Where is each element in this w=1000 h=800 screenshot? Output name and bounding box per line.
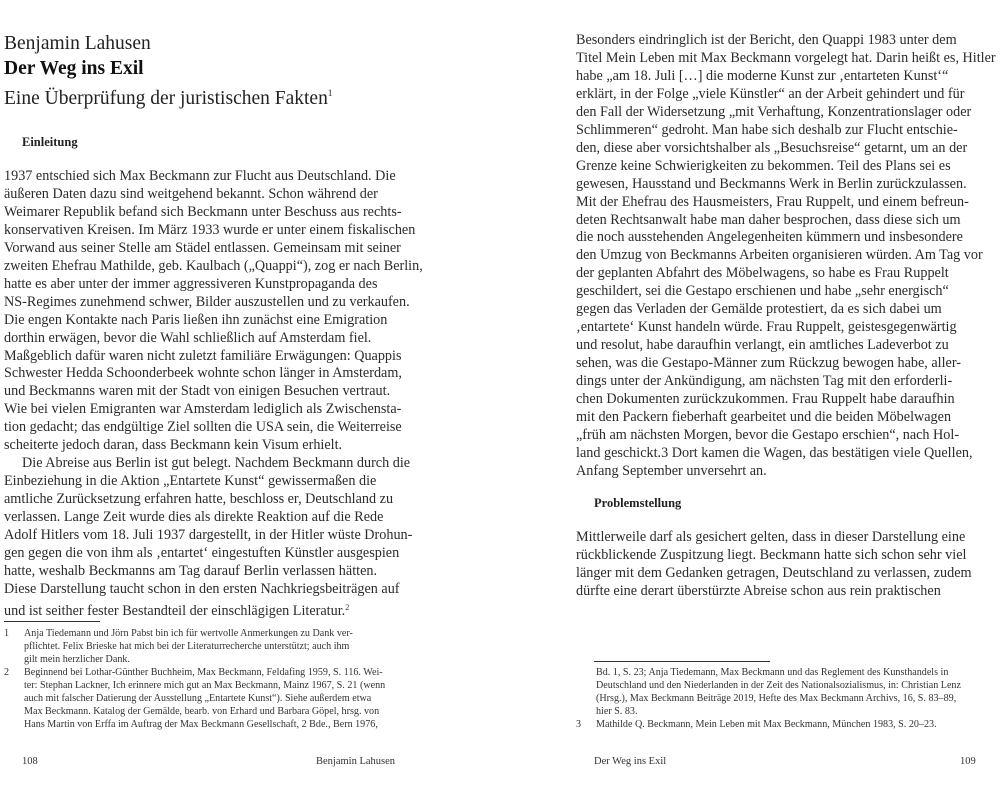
text-line	[576, 247, 998, 265]
text-line	[4, 312, 496, 330]
text-line-content: konservativen Kreisen. Im März 1933 wurde er unter einem fiskalischen	[4, 221, 416, 238]
text-line-content: verlassen. Lange Zeit wurde dies als direkte Reaktion auf die Rede	[4, 509, 384, 526]
text-line	[576, 319, 998, 337]
footnotes	[4, 627, 496, 731]
footnote	[4, 627, 496, 666]
text-line-content: Mit der Ehefrau des Hausmeisters, Frau Ruppelt, und einem befreun-	[576, 193, 969, 210]
text-line-content: Adolf Hitlers vom 18. Juli 1937 dargestellt, in der Hitler wüste Drohun-	[4, 527, 413, 544]
text-line-content: chen Dokumenten zurückzukommen. Frau Ruppelt habe daraufhin	[576, 391, 955, 408]
text-line	[576, 122, 998, 140]
text-line-content: Weimarer Republik befand sich Beckmann unter Beschuss aus rechts-	[4, 203, 402, 220]
text-line-content: geschildert, sei die Gestapo erschienen und habe „sehr energisch“	[576, 283, 949, 300]
section-heading-einleitung: Einleitung	[22, 135, 78, 149]
text-line	[4, 563, 496, 581]
text-line	[576, 373, 998, 391]
text-line	[576, 229, 998, 247]
text-line-content: gegen das Verladen der Gemälde protestiert, da es sich dabei um	[576, 301, 942, 318]
text-line	[576, 176, 998, 194]
footnote-number: 2	[4, 667, 10, 678]
text-line	[576, 32, 998, 50]
text-line	[576, 140, 998, 158]
text-line-content: erklärt, in der Folge „viele Künstler“ an der Arbeit gehindert und für	[576, 85, 965, 102]
body-text	[4, 168, 496, 621]
text-line-content: Die engen Kontakte nach Paris ließen ihn zunächst eine Emigration	[4, 311, 388, 328]
text-line	[4, 365, 496, 383]
text-line	[4, 240, 496, 258]
text-line-content: länger mit dem Gedanken getragen, Deutschland zu verlassen, zudem	[576, 564, 972, 581]
footnote	[4, 666, 496, 731]
page-number: 108	[22, 756, 38, 767]
text-line-content: den, diese aber vorsichtshalber als „Besuchsreise“ getarnt, um an der	[576, 139, 968, 156]
page-number: 109	[960, 756, 976, 767]
text-line-content: gen gegen die von ihm als ‚entartet‘ eingestuften Künstler ausgespien	[4, 545, 400, 562]
footnote-line: Beginnend bei Lothar-Günther Buchheim, Max Beckmann, Feldafing 1959, S. 116. Wei-	[24, 667, 383, 678]
text-line-content: den Umzug von Beckmanns Arbeiten organisieren würden. Am Tag vor	[576, 247, 983, 264]
text-line-content: habe „am 18. Juli […] die moderne Kunst zur ‚entarteten Kunst‘“	[576, 67, 949, 84]
text-line	[576, 463, 998, 481]
footnote-number: 3	[576, 719, 582, 730]
footnote-rule	[594, 661, 770, 662]
text-line	[4, 437, 496, 455]
subtitle-text: Eine Überprüfung der juristischen Fakten	[4, 88, 328, 109]
text-line-content: hatte, weshalb Beckmanns am Tag darauf Berlin verlassen hätten.	[4, 562, 378, 579]
text-line	[576, 427, 998, 445]
text-line-content: der geplanten Abfahrt des Möbelwagens, so habe es Frau Ruppelt	[576, 265, 949, 282]
text-line-content: Schlimmeren“ gedroht. Man habe sich deshalb zur Flucht entschie-	[576, 121, 958, 138]
text-line	[576, 583, 998, 601]
text-line	[4, 545, 496, 563]
body-text-2	[576, 529, 998, 601]
footnote-line: auch mit falscher Datierung der Ausstellung „Entartete Kunst“). Siehe außerdem etwa	[24, 693, 372, 704]
text-line	[576, 86, 998, 104]
text-line-content: tion gedacht; das endgültige Ziel sollten die USA sein, die Weiterreise	[4, 419, 402, 436]
footnote-number: 1	[4, 628, 10, 639]
footnote-continuation	[576, 666, 998, 718]
text-line	[4, 491, 496, 509]
text-line-content: und resolut, habe daraufhin verlangt, ein amtliches Ladeverbot zu	[576, 337, 949, 354]
text-line-content: land geschickt.3 Dort kamen die Wagen, das bestätigen viele Quellen,	[576, 444, 973, 461]
text-line	[576, 355, 998, 373]
text-line	[4, 222, 496, 240]
text-line-content: Wie bei vielen Emigranten war Amsterdam lediglich als Zwischensta-	[4, 401, 402, 418]
text-line	[576, 337, 998, 355]
footnote-line: pflichtet. Felix Brieske hat mich bei der Literaturrecherche unterstützt; auch ihm	[24, 641, 350, 652]
text-line-content: und Beckmanns waren mit der Stadt von einigen Besuchen vertraut.	[4, 383, 391, 400]
text-line-content: Schwester Hedda Schoonderbeek wohnte schon länger in Amsterdam,	[4, 365, 402, 382]
text-line	[4, 204, 496, 222]
text-line-content: zweiten Ehefrau Mathilde, geb. Kaulbach („Quappi“), zog er nach Berlin,	[4, 257, 423, 274]
text-line	[4, 348, 496, 366]
text-line-content: sehen, was die Gestapo-Männer zum Rückzug bewogen habe, aller-	[576, 355, 962, 372]
text-line	[4, 330, 496, 348]
footnote-rule	[4, 621, 100, 622]
text-line-content: Besonders eindringlich ist der Bericht, den Quappi 1983 unter dem	[576, 32, 957, 48]
footnote-line: gilt mein herzlicher Dank.	[24, 654, 130, 665]
running-head: Benjamin Lahusen	[316, 756, 396, 767]
text-line	[576, 194, 998, 212]
text-line-content: dings unter der Ankündigung, am nächsten Tag mit den erforderli-	[576, 373, 953, 390]
text-line	[4, 186, 496, 204]
text-line-content: amtliche Zurücksetzung erfahren hatte, beschloss er, Deutschland zu	[4, 491, 394, 508]
text-line-content: mit den Packern fieberhaft gearbeitet und die beiden Möbelwagen	[576, 409, 952, 426]
text-line	[576, 158, 998, 176]
footnote-line: Hans Martin von Erffa im Auftrag der Max Beckmann Gesellschaft, 2 Bde., Bern 1976,	[24, 719, 378, 730]
text-line	[576, 565, 998, 583]
text-line-content: scheiterte jedoch daran, dass Beckmann kein Visum erhielt.	[4, 437, 343, 454]
author-name: Benjamin Lahusen	[4, 33, 151, 54]
text-line-content: gewesen, Hausstand und Beckmanns Werk in Berlin zurückzulassen.	[576, 175, 967, 192]
text-line	[4, 401, 496, 419]
footnote	[576, 718, 998, 731]
text-line	[4, 168, 496, 186]
text-line-content: Diese Darstellung taucht schon in den ersten Nachkriegsbeiträgen auf	[4, 580, 400, 597]
text-line	[576, 68, 998, 86]
footnote-line: ter: Stephan Lackner, Ich erinnere mich gut an Max Beckmann, Mainz 1967, S. 21 (wenn	[24, 680, 386, 691]
running-head: Der Weg ins Exil	[594, 756, 667, 767]
text-line	[576, 547, 998, 565]
footnote-line: Bd. 1, S. 23; Anja Tiedemann, Max Beckmann und das Reglement des Kunsthandels in	[596, 667, 949, 678]
text-line	[4, 581, 496, 599]
text-line	[576, 391, 998, 409]
text-line-content: Mittlerweile darf als gesichert gelten, dass in dieser Darstellung eine	[576, 529, 966, 545]
text-line-content: „früh am nächsten Morgen, bevor die Gestapo erschien“, nach Hol-	[576, 426, 960, 443]
text-line	[576, 301, 998, 319]
text-line-content: ‚entartete‘ Kunst handeln würde. Frau Ruppelt, geistesgegenwärtig	[576, 319, 957, 336]
footnote-line: Deutschland und den Niederlanden in der Zeit des Nationalsozialismus, in: Christian Lenz	[596, 680, 961, 691]
text-line-content: Maßgeblich dafür waren nicht zuletzt familiäre Erwägungen: Quappis	[4, 347, 402, 364]
text-line-content: rückblickende Zuspitzung liegt. Beckmann hatte sich schon sehr viel	[576, 546, 967, 563]
text-line	[4, 455, 496, 473]
footnote-line: Mathilde Q. Beckmann, Mein Leben mit Max Beckmann, München 1983, S. 20–23.	[596, 719, 937, 730]
text-line-content: Titel Mein Leben mit Max Beckmann vorgelegt hat. Darin heißt es, Hitler	[576, 49, 996, 66]
text-line	[576, 529, 998, 547]
body-text	[576, 32, 998, 481]
text-line	[4, 509, 496, 527]
text-line	[576, 409, 998, 427]
footnote-line: hier S. 83.	[596, 706, 638, 717]
footnote-line: Max Beckmann. Katalog der Gemälde, bearb. von Erhard und Barbara Göpel, hrsg. von	[24, 706, 380, 717]
footnote-line: Anja Tiedemann und Jörn Pabst bin ich für wertvolle Anmerkungen zu Dank ver-	[24, 628, 353, 639]
article-subtitle	[4, 82, 332, 110]
text-line	[576, 50, 998, 68]
text-line-content: Einbeziehung in die Aktion „Entartete Kunst“ gewissermaßen die	[4, 473, 377, 490]
text-line	[576, 104, 998, 122]
section-heading-problemstellung: Problemstellung	[594, 496, 682, 510]
text-line	[4, 419, 496, 437]
text-line-content: Die Abreise aus Berlin ist gut belegt. Nachdem Beckmann durch die	[22, 455, 411, 472]
article-title: Der Weg ins Exil	[4, 58, 144, 79]
text-line	[4, 599, 496, 621]
text-line-content: 1937 entschied sich Max Beckmann zur Flucht aus Deutschland. Die	[4, 168, 396, 184]
text-line	[4, 527, 496, 545]
footnote-marker: 2	[345, 602, 350, 612]
text-line	[4, 473, 496, 491]
text-line	[576, 445, 998, 463]
text-line	[4, 383, 496, 401]
text-line-content: äußeren Daten dazu sind weitgehend bekannt. Schon während der	[4, 185, 378, 202]
text-line	[4, 258, 496, 276]
text-line	[576, 283, 998, 301]
text-line-content: Vorwand aus seiner Stelle am Städel entlassen. Gemeinsam mit seiner	[4, 239, 401, 256]
text-line-content: NS-Regimes zunehmend schwer, Bilder auszustellen und zu verkaufen.	[4, 293, 410, 310]
footnotes	[576, 666, 998, 731]
subtitle-footnote-marker: 1	[327, 88, 333, 98]
text-line-content: deten Rechtsanwalt habe man daher besprochen, dass diese sich um	[576, 211, 961, 228]
text-line	[4, 294, 496, 312]
text-line-content: Anfang September unversehrt an.	[576, 462, 767, 479]
text-line	[576, 265, 998, 283]
text-line-content: den Fall der Widersetzung „mit Verhaftung, Konzentrationslager oder	[576, 103, 972, 120]
text-line-content: hatte es aber unter der immer aggressiveren Kunstpropaganda des	[4, 275, 378, 292]
text-line-content: Grenze keine Schwierigkeiten zu bekommen. Teil des Plans sei es	[576, 157, 951, 174]
text-line-content: die noch ausstehenden Angelegenheiten kümmern und insbesondere	[576, 229, 963, 246]
text-line-content: dürfte eine derart überstürzte Abreise schon aus rein praktischen	[576, 582, 941, 599]
text-line	[576, 212, 998, 230]
text-line-content: und ist seither fester Bestandteil der einschlägigen Literatur.	[4, 602, 346, 619]
footnote-line: (Hrsg.), Max Beckmann Beiträge 2019, Hefte des Max Beckmann Archivs, 16, S. 83–89,	[596, 693, 957, 704]
right-page	[500, 0, 1000, 800]
text-line	[4, 276, 496, 294]
text-line-content: dorthin erwägen, bevor die Wahl schließlich auf Amsterdam fiel.	[4, 329, 372, 346]
